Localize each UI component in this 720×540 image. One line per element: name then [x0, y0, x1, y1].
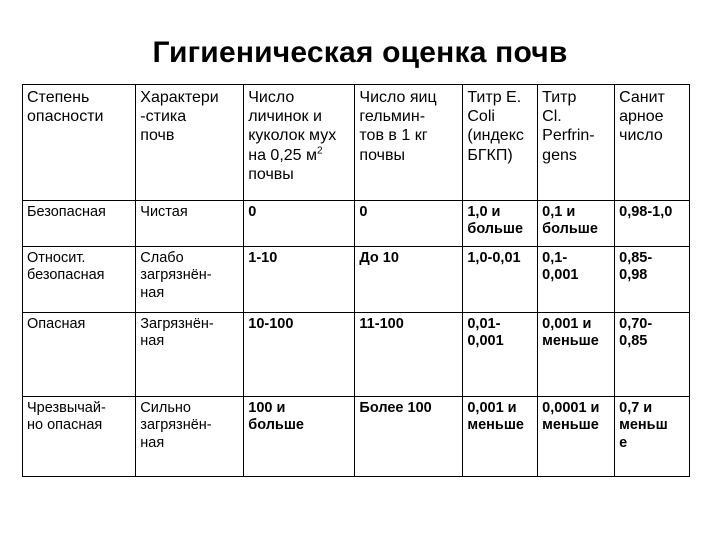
cell-danger-level: Относит. безопасная	[23, 247, 136, 313]
cell-fly-larvae: 1-10	[244, 247, 355, 313]
table-row	[23, 313, 690, 397]
header-fly-larvae-tail: почвы	[248, 165, 294, 183]
cell-ecoli-titer: 1,0-0,01	[463, 247, 538, 313]
table-row	[23, 247, 690, 313]
cell-sanitary-number: 0,85- 0,98	[615, 247, 690, 313]
cell-danger-level: Безопасная	[23, 201, 136, 247]
soil-assessment-table	[22, 84, 690, 477]
cell-ecoli-titer: 0,01- 0,001	[463, 313, 538, 397]
header-ecoli-titer: Титр E. Coli (индекс БГКП)	[463, 85, 538, 201]
cell-clperfringens-titer: 0,001 и меньше	[538, 313, 615, 397]
header-fly-larvae	[244, 85, 355, 201]
cell-clperfringens-titer: 0,1- 0,001	[538, 247, 615, 313]
cell-sanitary-number: 0,7 и меньш е	[615, 397, 690, 477]
cell-helminth-eggs: 0	[355, 201, 463, 247]
table-row	[23, 397, 690, 477]
header-soil-characteristic: Характери -стика почв	[136, 85, 244, 201]
header-danger-level: Степень опасности	[23, 85, 136, 201]
header-helminth-eggs: Число яиц гельмин- тов в 1 кг почвы	[355, 85, 463, 201]
cell-soil-characteristic: Слабо загрязнён- ная	[136, 247, 244, 313]
cell-helminth-eggs: Более 100	[355, 397, 463, 477]
cell-helminth-eggs: 11-100	[355, 313, 463, 397]
cell-ecoli-titer: 1,0 и больше	[463, 201, 538, 247]
cell-fly-larvae: 0	[244, 201, 355, 247]
slide-title: Гигиеническая оценка почв	[152, 36, 568, 69]
cell-clperfringens-titer: 0,0001 и меньше	[538, 397, 615, 477]
header-fly-larvae-text: Число личинок и куколок мух на 0,25 м	[248, 89, 337, 164]
cell-fly-larvae: 10-100	[244, 313, 355, 397]
cell-danger-level: Опасная	[23, 313, 136, 397]
cell-clperfringens-titer: 0,1 и больше	[538, 201, 615, 247]
table-row	[23, 201, 690, 247]
header-clperfringens-titer: Титр Cl. Perfrin- gens	[538, 85, 615, 201]
cell-fly-larvae: 100 и больше	[244, 397, 355, 477]
cell-ecoli-titer: 0,001 и меньше	[463, 397, 538, 477]
table-header-row	[23, 85, 690, 201]
cell-soil-characteristic: Загрязнён- ная	[136, 313, 244, 397]
cell-soil-characteristic: Чистая	[136, 201, 244, 247]
cell-sanitary-number: 0,70- 0,85	[615, 313, 690, 397]
cell-danger-level: Чрезвычай- но опасная	[23, 397, 136, 477]
cell-helminth-eggs: До 10	[355, 247, 463, 313]
cell-soil-characteristic: Сильно загрязнён- ная	[136, 397, 244, 477]
cell-sanitary-number: 0,98-1,0	[615, 201, 690, 247]
header-area-superscript: 2	[317, 145, 323, 157]
header-sanitary-number: Санит арное число	[615, 85, 690, 201]
